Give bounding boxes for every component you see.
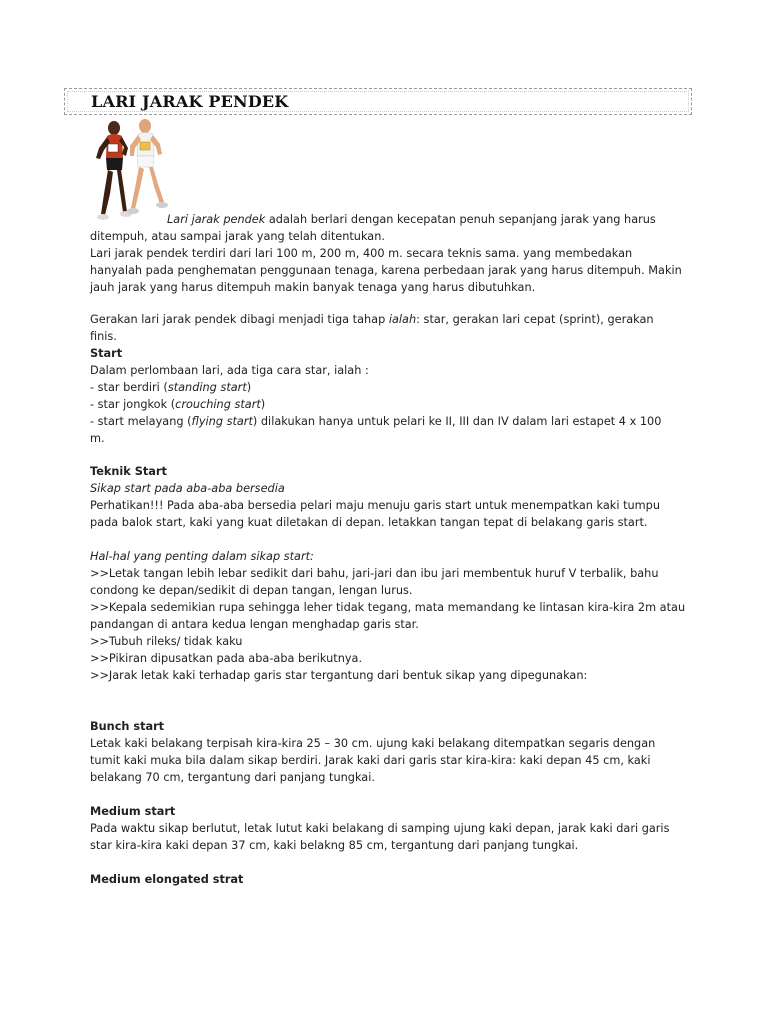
intro-line — [167, 211, 656, 228]
intro-lead: Lari jarak pendek — [167, 213, 266, 226]
penting-line: >>Pikiran dipusatkan pada aba-aba berikutnya. — [90, 652, 363, 665]
start-item: - start melayang (flying start) dilakukan hanya untuk pelari ke II, III dan IV dalam lari estapet 4 x 100 — [90, 415, 662, 428]
teknik-subheading: Sikap start pada aba-aba bersedia — [90, 482, 285, 495]
bunch-heading: Bunch start — [90, 720, 165, 733]
gerakan-line: finis. — [90, 330, 117, 343]
teknik-line: pada balok start, kaki yang kuat diletakan di depan. letakkan tangan tepat di belakang garis start. — [90, 516, 648, 529]
bunch-line: Letak kaki belakang terpisah kira-kira 25 – 30 cm. ujung kaki belakang ditempatkan segaris dengan — [90, 737, 656, 750]
gerakan-line — [90, 311, 654, 328]
penting-line: >>Jarak letak kaki terhadap garis star tergantung dari bentuk sikap yang dipegunakan: — [90, 669, 588, 682]
gerakan-italic: ialah — [388, 313, 417, 326]
runner-dark — [96, 121, 132, 220]
runner-light — [127, 119, 168, 214]
bunch-line: belakang 70 cm, tergantung dari panjang tungkai. — [90, 771, 375, 784]
start-item: - star jongkok (crouching start) — [90, 398, 266, 411]
start-intro: Dalam perlombaan lari, ada tiga cara star, ialah : — [90, 364, 369, 377]
intro-line: ditempuh, atau sampai jarak yang telah ditentukan. — [90, 230, 385, 243]
teknik-line: Perhatikan!!! Pada aba-aba bersedia pelari maju menuju garis start untuk menempatkan kaki tumpu — [90, 499, 661, 512]
intro-lead-rest: adalah berlari dengan kecepatan penuh sepanjang jarak yang harus — [265, 213, 656, 226]
penting-line: >>Kepala sedemikian rupa sehingga leher tidak tegang, mata memandang ke lintasan kira-kira 2m atau — [90, 601, 686, 614]
medium-line: star kira-kira kaki depan 37 cm, kaki belakng 85 cm, tergantung dari panjang tungkai. — [90, 839, 579, 852]
start-item-cont: m. — [90, 432, 105, 445]
gerakan-text: Gerakan lari jarak pendek dibagi menjadi tiga tahap — [90, 313, 389, 326]
elongated-heading: Medium elongated strat — [90, 873, 244, 886]
intro-line: jauh jarak yang harus ditempuh makin banyak tenaga yang harus dibutuhkan. — [90, 281, 536, 294]
intro-line: hanyalah pada penghematan penggunaan tenaga, karena perbedaan jarak yang harus ditempuh. Makin — [90, 264, 682, 277]
intro-line: Lari jarak pendek terdiri dari lari 100 m, 200 m, 400 m. secara teknis sama. yang membedakan — [90, 247, 633, 260]
title-box — [64, 88, 692, 115]
bunch-line: tumit kaki muka bila dalam sikap berdiri. Jarak kaki dari garis star kira-kira: kaki depan 45 cm, kaki — [90, 754, 651, 767]
penting-line: condong ke depan/sedikit di depan tangan, lengan lurus. — [90, 584, 413, 597]
penting-line: >>Tubuh rileks/ tidak kaku — [90, 635, 243, 648]
runners-illustration — [90, 114, 172, 226]
penting-heading: Hal-hal yang penting dalam sikap start: — [90, 550, 314, 563]
medium-line: Pada waktu sikap berlutut, letak lutut kaki belakang di samping ujung kaki depan, jarak kaki dari garis — [90, 822, 670, 835]
teknik-heading: Teknik Start — [90, 465, 167, 478]
gerakan-text: : star, gerakan lari cepat (sprint), gerakan — [416, 313, 654, 326]
start-heading: Start — [90, 347, 123, 360]
page-title: LARI JARAK PENDEK — [91, 92, 289, 111]
penting-line: >>Letak tangan lebih lebar sedikit dari bahu, jari-jari dan ibu jari membentuk huruf V terbalik, bahu — [90, 567, 659, 580]
medium-heading: Medium start — [90, 805, 176, 818]
penting-line: pandangan di antara kedua lengan menghadap garis star. — [90, 618, 419, 631]
start-item: - star berdiri (standing start) — [90, 381, 252, 394]
